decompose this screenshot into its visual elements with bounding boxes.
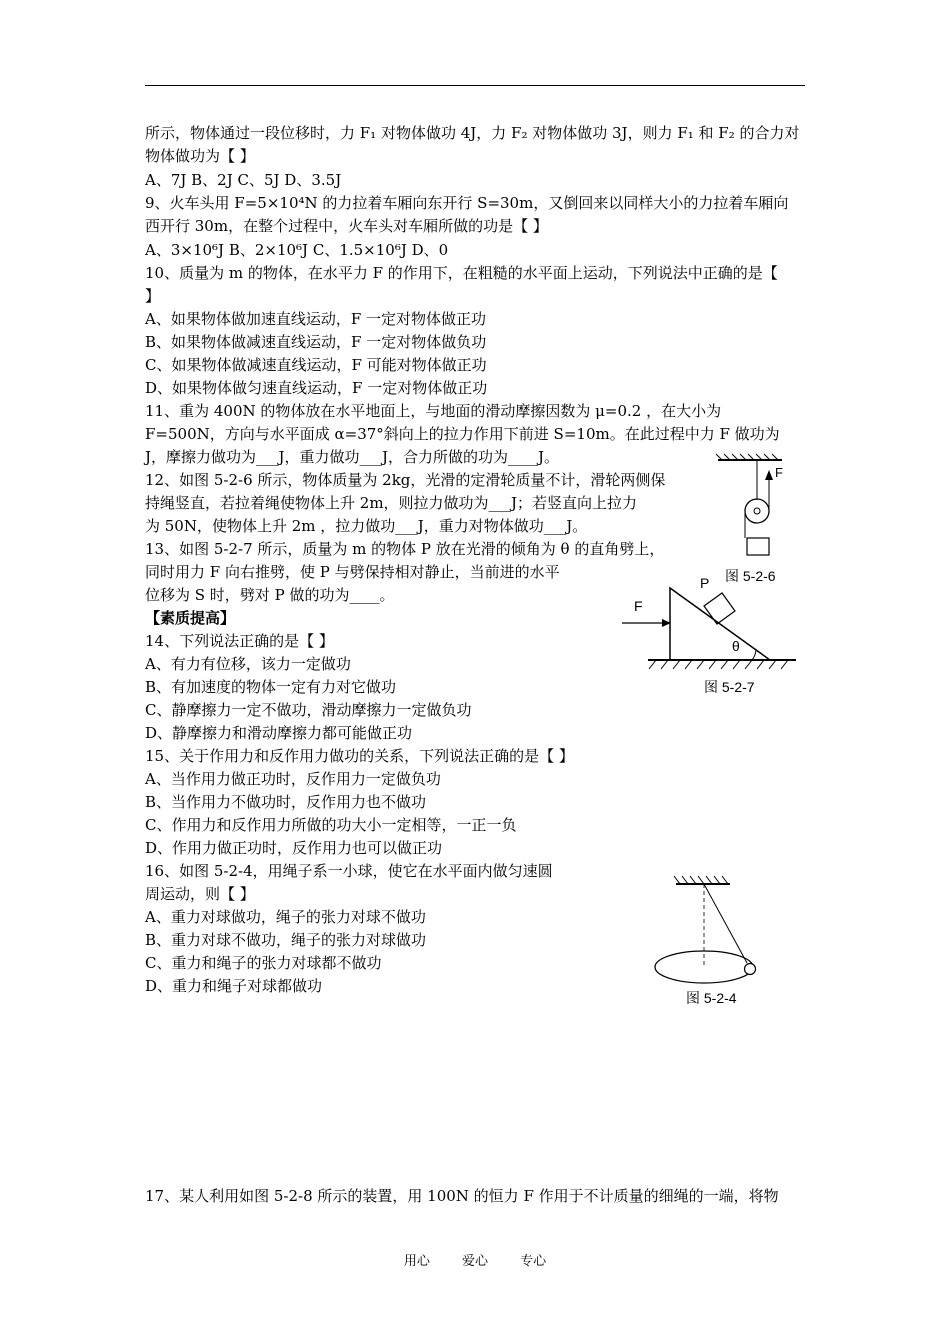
text-line: C、静摩擦力一定不做功，滑动摩擦力一定做负功 [145,701,472,719]
text-line: 17、某人利用如图 5-2-8 所示的装置，用 100N 的恒力 F 作用于不计质量的细绳的一端，将物 [145,1187,779,1205]
text-line: A、当作用力做正功时，反作用力一定做负功 [145,770,441,788]
text-line: D、静摩擦力和滑动摩擦力都可能做正功 [145,724,413,742]
text-line: B、如果物体做减速直线运动，F 一定对物体做负功 [145,333,487,351]
text-line: 持绳竖直，若拉着绳使物体上升 2m，则拉力做功为___J；若竖直向上拉力 [145,494,638,512]
text-line: F=500N，方向与水平面成 α=37°斜向上的拉力作用下前进 S=10m。在此过程中力 F 做功为 [145,425,780,443]
text-line: 11、重为 400N 的物体放在水平地面上，与地面的滑动摩擦因数为 μ=0.2 ，在大小为 [145,402,722,420]
figure-caption: 图 5-2-7 [704,679,755,695]
text-line: 所示，物体通过一段位移时，力 F₁ 对物体做功 4J，力 F₂ 对物体做功 3J，则力 F₁ 和 F₂ 的合力对 [145,124,800,142]
block-label: P [700,575,710,591]
text-line: 周运动，则【 】 [145,885,255,903]
figure-caption: 图 5-2-6 [725,568,776,584]
section-heading: 【素质提高】 [145,609,236,627]
text-line: A、7J B、2J C、5J D、3.5J [145,171,342,189]
footer-item: 爱心 [461,1254,488,1269]
text-line: D、重力和绳子对球都做功 [145,977,323,995]
text-line: D、作用力做正功时，反作用力也可以做正功 [145,839,443,857]
text-line: 为 50N，使物体上升 2m ，拉力做功___J，重力对物体做功___J。 [145,517,588,535]
text-line: C、如果物体做减速直线运动，F 可能对物体做正功 [145,356,487,374]
text-line: 】 [145,287,161,305]
text-line: 位移为 S 时，劈对 P 做的功为____。 [145,586,395,604]
text-line: C、作用力和反作用力所做的功大小一定相等，一正一负 [145,816,517,834]
footer-item: 用心 [403,1254,430,1269]
text-line: 物体做功为【 】 [145,147,255,165]
text-line: 15、关于作用力和反作用力做功的关系，下列说法正确的是【 】 [145,747,574,765]
text-line: 西开行 30m，在整个过程中，火车头对车厢所做的功是【 】 [145,217,548,235]
text-line: 12、如图 5-2-6 所示，物体质量为 2kg，光滑的定滑轮质量不计，滑轮两侧保 [145,471,666,489]
text-line: 10、质量为 m 的物体，在水平力 F 的作用下，在粗糙的水平面上运动，下列说法中正确的是【 [145,264,778,282]
text-line: B、有加速度的物体一定有力对它做功 [145,678,397,696]
text-line: J，摩擦力做功为___J，重力做功___J，合力所做的功为____J。 [145,448,560,466]
text-line: 16、如图 5-2-4，用绳子系一小球，使它在水平面内做匀速圆 [145,862,553,880]
text-line: A、重力对球做功，绳子的张力对球不做功 [145,908,426,926]
text-line: B、当作用力不做功时，反作用力也不做功 [145,793,427,811]
text-line: B、重力对球不做功，绳子的张力对球做功 [145,931,427,949]
page-footer [0,1250,950,1269]
text-line: A、如果物体做加速直线运动，F 一定对物体做正功 [145,310,487,328]
text-line: 同时用力 F 向右推劈，使 P 与劈保持相对静止，当前进的水平 [145,563,560,581]
text-line: A、3×10⁶J B、2×10⁶J C、1.5×10⁶J D、0 [145,241,449,259]
text-line: D、如果物体做匀速直线运动，F 一定对物体做正功 [145,379,488,397]
text-line: 9、火车头用 F=5×10⁴N 的力拉着车厢向东开行 S=30m，又倒回来以同样大小的力拉着车厢向 [145,194,789,212]
text-line: C、重力和绳子的张力对球都不做功 [145,954,382,972]
figure-caption: 图 5-2-4 [686,990,737,1006]
text-line: 13、如图 5-2-7 所示，质量为 m 的物体 P 放在光滑的倾角为 θ 的直角劈上， [145,540,665,558]
footer-item: 专心 [520,1254,547,1269]
angle-label: θ [732,638,740,654]
force-label: F [775,465,783,480]
force-label: F [634,598,643,614]
text-line: 14、下列说法正确的是【 】 [145,632,334,650]
text-line: A、有力有位移，该力一定做功 [145,655,351,673]
